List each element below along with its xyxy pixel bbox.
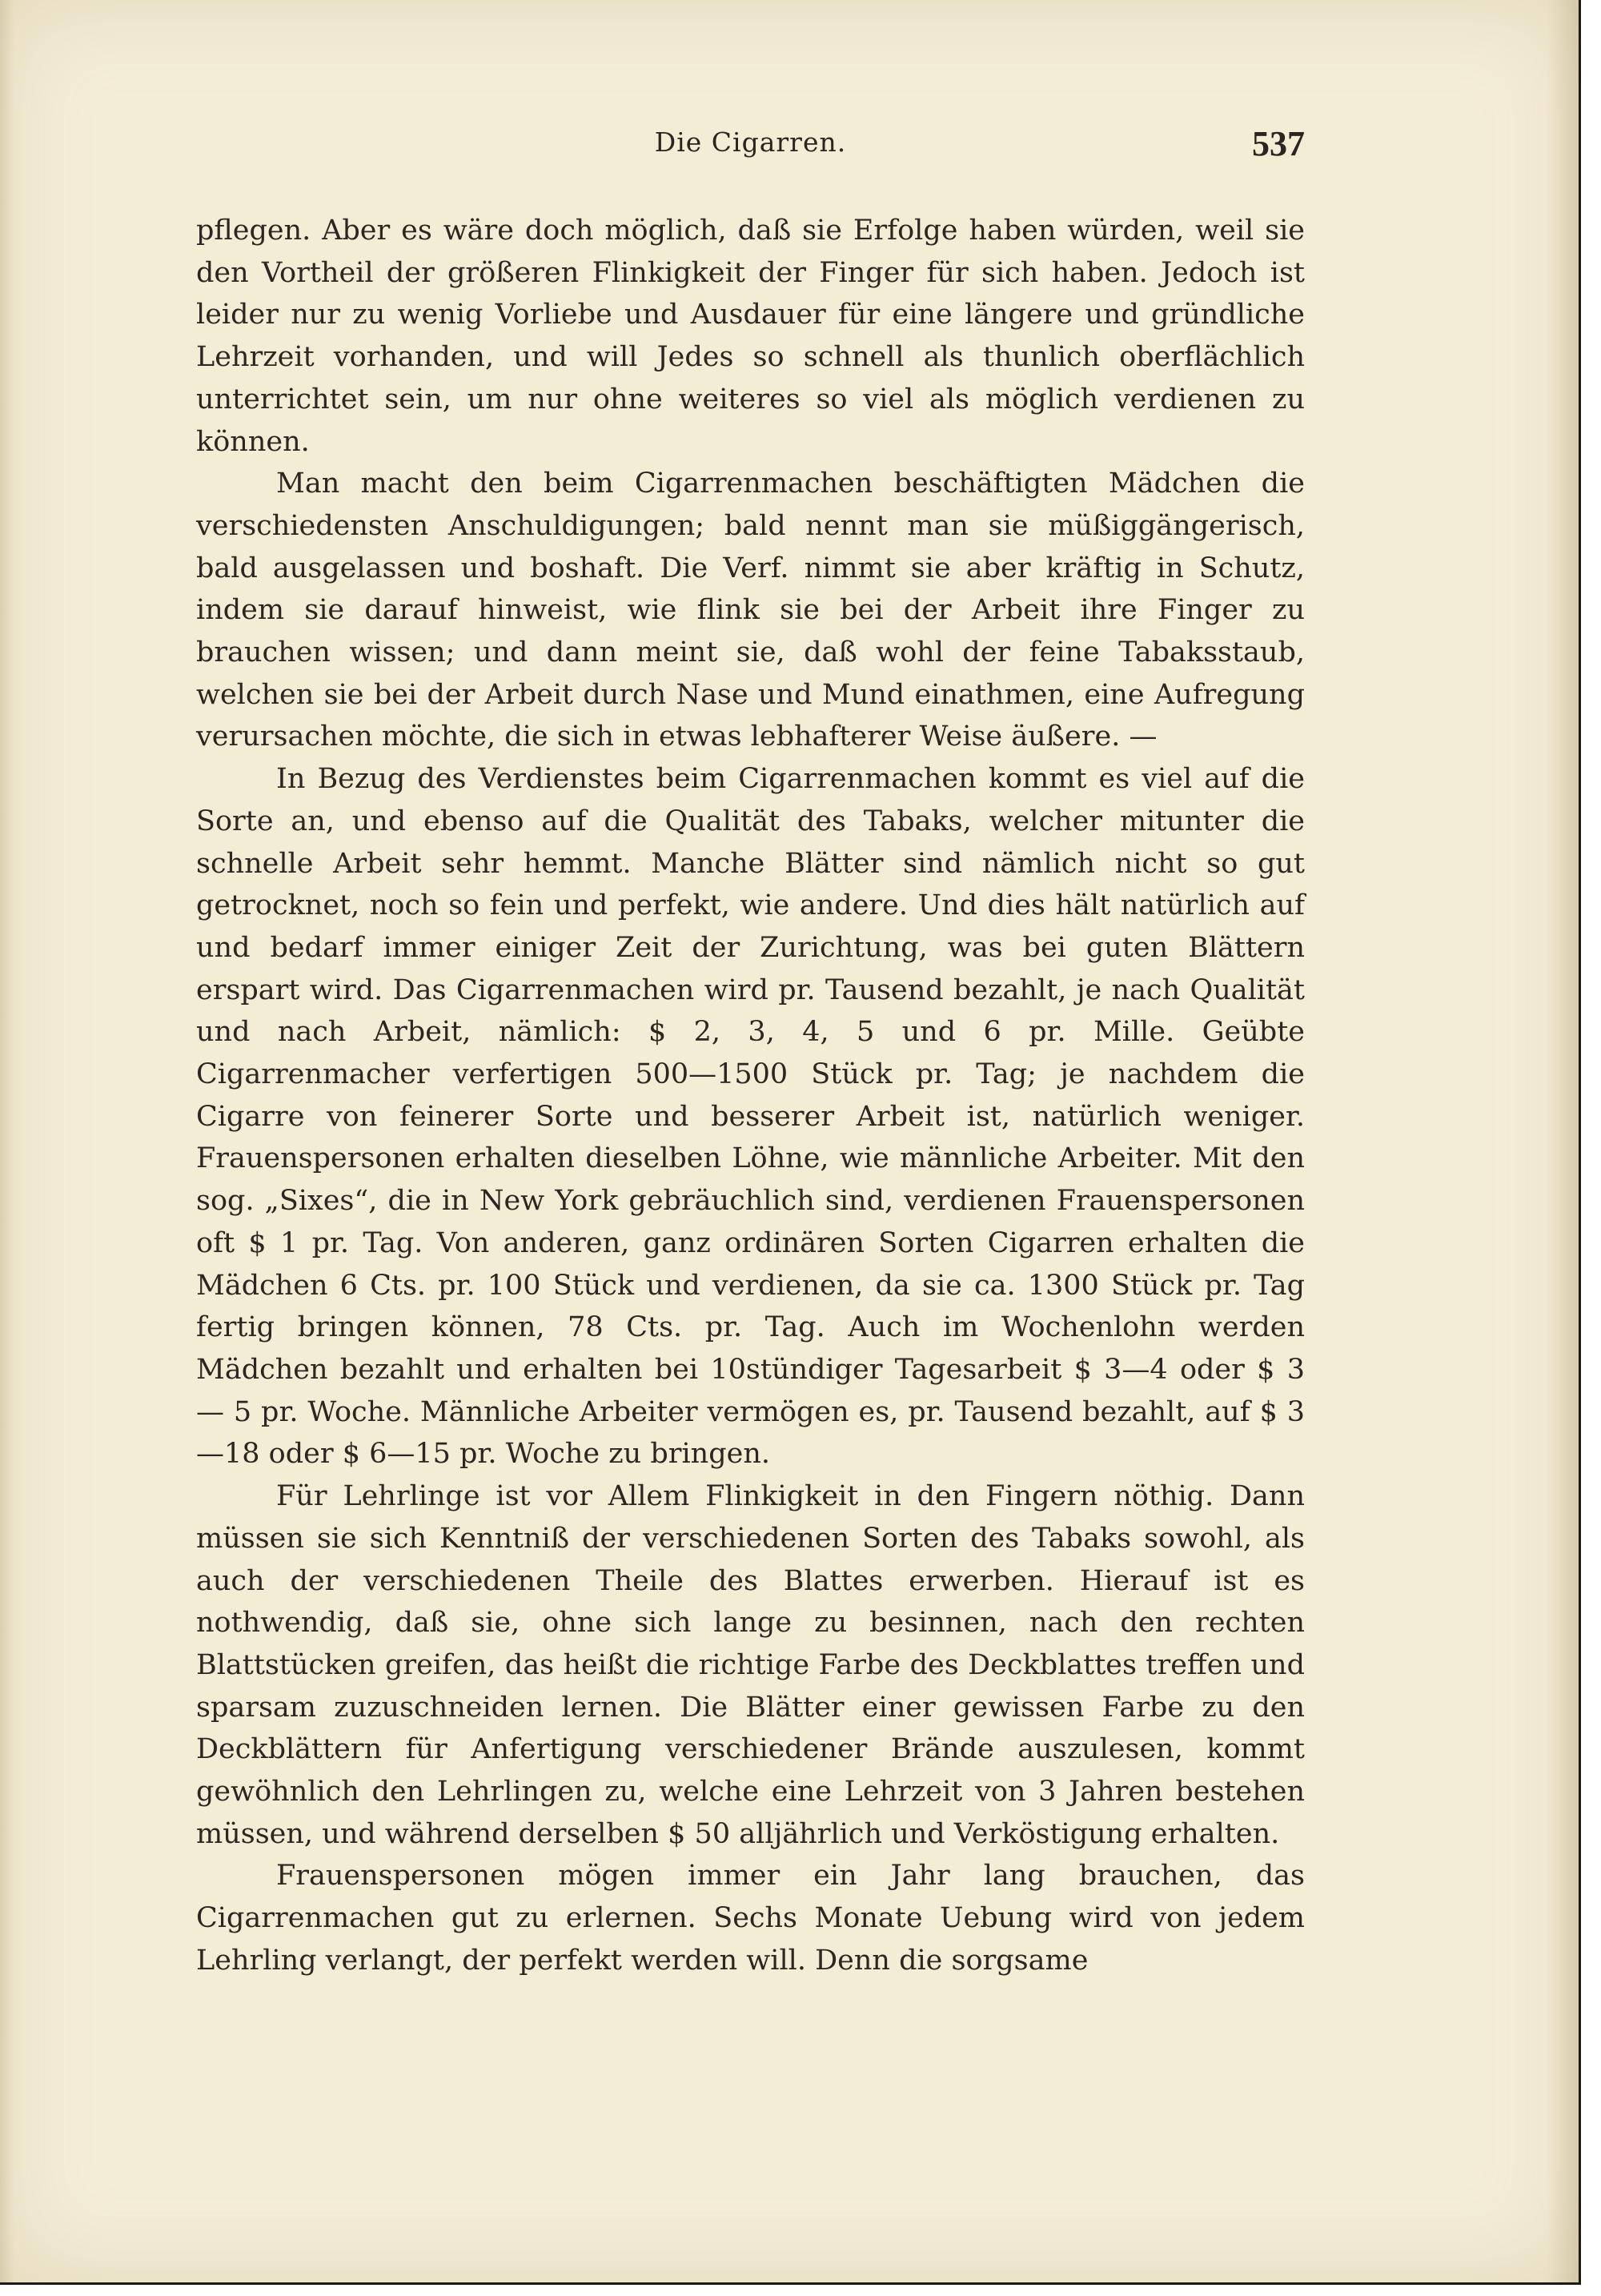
paragraph-3: In Bezug des Verdienstes beim Cigarrenmachen kommt es viel auf die Sorte an, und ebenso auf die Qualität des Tabaks, welcher mitunter die schnelle Arbeit sehr hemmt. Manche Blätter sind nämlich nicht so gut getrocknet, noch so fein und perfekt, wie andere. Und dies hält natürlich auf und bedarf immer einiger Zeit der Zurichtung, was bei guten Blättern erspart wird. Das Cigarrenmachen wird pr. Tausend bezahlt, je nach Qualität und nach Arbeit, nämlich: $ 2, 3, 4, 5 und 6 pr. Mille. Geübte Cigarrenmacher verfertigen 500—1500 Stück pr. Tag; je nachdem die Cigarre von feinerer Sorte und besserer Arbeit ist, natürlich weniger. Frauenspersonen erhalten dieselben Löhne, wie männliche Arbeiter. Mit den sog. „Sixes“, die in New York gebräuchlich sind, verdienen Frauenspersonen oft $ 1 pr. Tag. Von anderen, ganz ordinären Sorten Cigarren erhalten die Mädchen 6 Cts. pr. 100 Stück und verdienen, da sie ca. 1300 Stück pr. Tag fertig bringen können, 78 Cts. pr. Tag. Auch im Wochenlohn werden Mädchen bezahlt und erhalten bei 10stündiger Tagesarbeit $ 3—4 oder $ 3 — 5 pr. Woche. Männliche Arbeiter vermögen es, pr. Tausend bezahlt, auf $ 3—18 oder $ 6—15 pr. Woche zu bringen. bbox=[196, 763, 1305, 1471]
running-title: Die Cigarren. bbox=[654, 126, 847, 158]
paragraph-2: Man macht den beim Cigarrenmachen beschäftigten Mädchen die verschiedensten Anschuldigungen; bald nennt man sie müßiggängerisch, bald ausgelassen und boshaft. Die Verf. nimmt sie aber kräftig in Schutz, indem sie darauf hinweist, wie flink sie bei der Arbeit ihre Finger zu brauchen wissen; und dann meint sie, daß wohl der feine Tabaksstaub, welchen sie bei der Arbeit durch Nase und Mund einathmen, eine Aufregung verursachen möchte, die sich in etwas lebhafterer Weise äußere. — bbox=[196, 468, 1305, 753]
paragraph-1: pflegen. Aber es wäre doch möglich, daß sie Erfolge haben würden, weil sie den Vortheil der größeren Flinkigkeit der Finger für sich haben. Jedoch ist leider nur zu wenig Vorliebe und Ausdauer für eine längere und gründliche Lehrzeit vorhanden, und will Jedes so schnell als thunlich oberflächlich unterrichtet sein, um nur ohne weiteres so viel als möglich verdienen zu können. bbox=[196, 215, 1305, 458]
paragraph-4: Für Lehrlinge ist vor Allem Flinkigkeit in den Fingern nöthig. Dann müssen sie sich Kenntniß der verschiedenen Sorten des Tabaks sowohl, als auch der verschiedenen Theile des Blattes erwerben. Hierauf ist es nothwendig, daß sie, ohne sich lange zu besinnen, nach den rechten Blattstücken greifen, das heißt die richtige Farbe des Deckblattes treffen und sparsam zuzuschneiden lernen. Die Blätter einer gewissen Farbe zu den Deckblättern für Anfertigung verschiedener Brände auszulesen, kommt gewöhnlich den Lehrlingen zu, welche eine Lehrzeit von 3 Jahren bestehen müssen, und während derselben $ 50 alljährlich und Verköstigung erhalten. bbox=[196, 1480, 1305, 1850]
body-text bbox=[196, 210, 1305, 1982]
page-number: 537 bbox=[1252, 124, 1305, 163]
page-gutter-shadow bbox=[0, 0, 14, 2282]
paragraph-5: Frauenspersonen mögen immer ein Jahr lang brauchen, das Cigarrenmachen gut zu erlernen. Sechs Monate Uebung wird von jedem Lehrling verlangt, der perfekt werden will. Denn die sorgsame bbox=[196, 1860, 1305, 1977]
page-edge-shadow bbox=[1547, 0, 1579, 2282]
running-head bbox=[196, 126, 1305, 183]
